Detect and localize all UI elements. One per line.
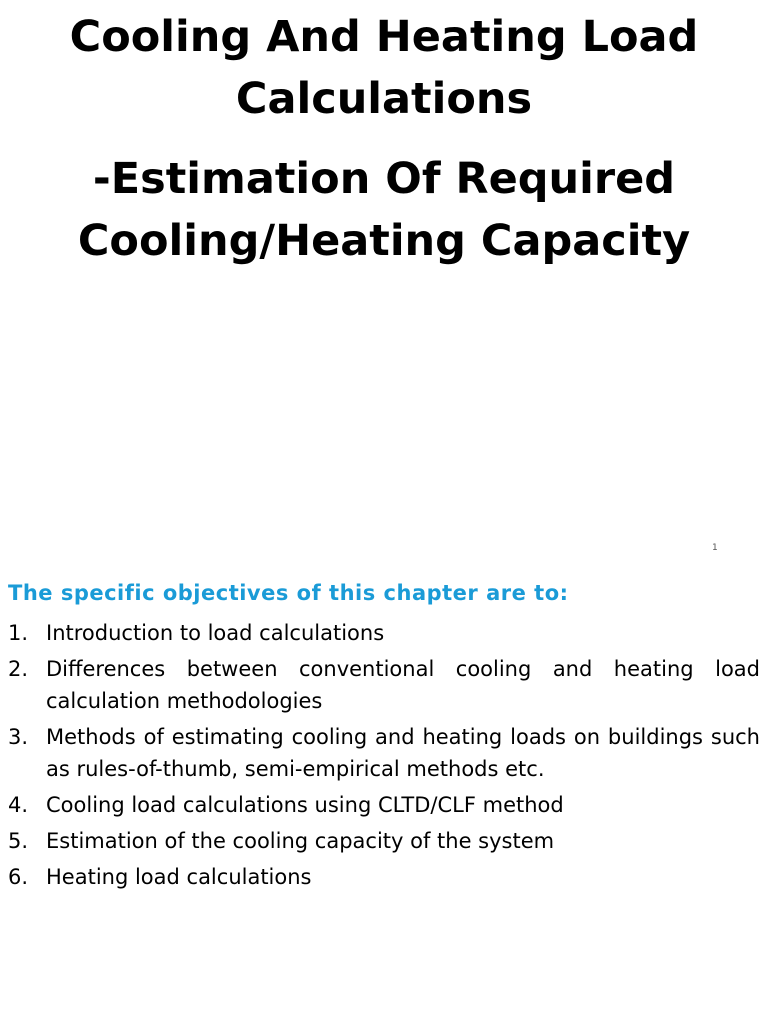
- list-item: [8, 825, 760, 857]
- subtitle: -Estimation Of Required Cooling/Heating Capacity: [77, 154, 691, 266]
- item-number: 5.: [8, 829, 29, 853]
- item-text: Heating load calculations: [46, 865, 312, 889]
- item-number: 4.: [8, 793, 29, 817]
- list-item: [8, 789, 760, 821]
- main-title: Cooling And Heating Load Calculations: [69, 12, 699, 124]
- list-item: [8, 653, 760, 717]
- page-number: 1: [712, 543, 718, 553]
- objectives-list: [8, 617, 760, 897]
- item-text: Cooling load calculations using CLTD/CLF method: [46, 793, 564, 817]
- list-item: [8, 861, 760, 893]
- item-text: Estimation of the cooling capacity of the system: [46, 829, 555, 853]
- item-text: Differences between conventional cooling and heating load calculation methodologies: [46, 657, 760, 713]
- objectives-heading: The specific objectives of this chapter are to:: [8, 581, 569, 605]
- objectives-slide: [0, 575, 768, 1024]
- item-number: 1.: [8, 621, 29, 645]
- item-text: Introduction to load calculations: [46, 621, 385, 645]
- item-number: 2.: [8, 657, 29, 681]
- item-number: 6.: [8, 865, 29, 889]
- item-number: 3.: [8, 725, 29, 749]
- list-item: [8, 617, 760, 649]
- item-text: Methods of estimating cooling and heating loads on buildings such as rules-of-thumb, semi-empirical methods etc.: [46, 725, 760, 781]
- list-item: [8, 721, 760, 785]
